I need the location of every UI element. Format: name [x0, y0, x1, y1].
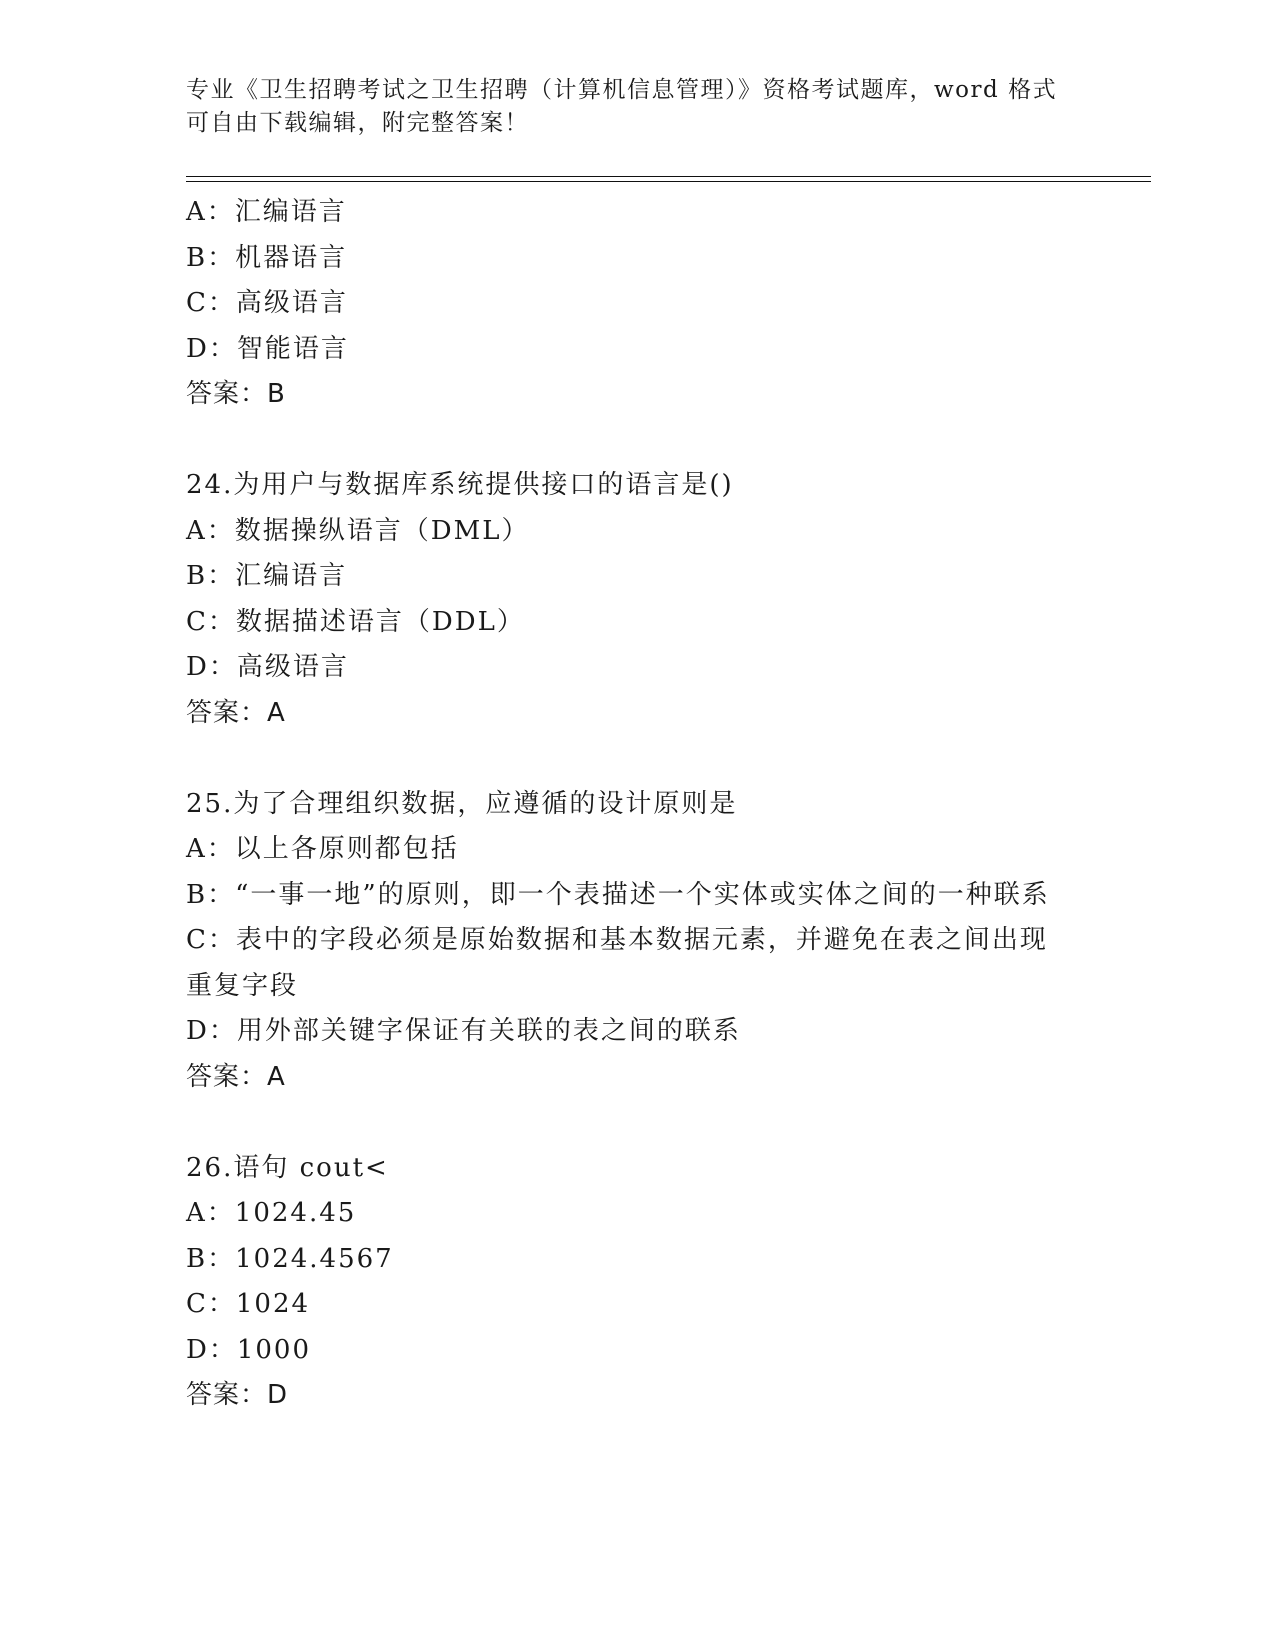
- spacer: [186, 1100, 1086, 1146]
- question-26-text: 26.语句 cout<: [186, 1152, 389, 1183]
- option-d: D：1000: [186, 1334, 312, 1365]
- document-header: [186, 74, 1066, 140]
- option-a: A：数据操纵语言（DML）: [186, 515, 530, 546]
- question-24-text: 24.为用户与数据库系统提供接口的语言是(): [186, 470, 734, 500]
- header-rule-bottom: [186, 181, 1151, 182]
- spacer: [186, 736, 1086, 782]
- question-26-block: [186, 1146, 1086, 1419]
- header-line-2: 可自由下载编辑，附完整答案！: [186, 110, 529, 136]
- answer-24: 答案：A: [186, 697, 286, 728]
- option-d: D：高级语言: [186, 652, 349, 682]
- option-b: B：汇编语言: [186, 561, 348, 591]
- answer-25: 答案：A: [186, 1061, 286, 1092]
- question-23-block: [186, 190, 1086, 418]
- option-b: B：“一事一地”的原则，即一个表描述一个实体或实体之间的一种联系: [186, 879, 1050, 910]
- question-25-text: 25.为了合理组织数据，应遵循的设计原则是: [186, 788, 738, 819]
- option-d: D：用外部关键字保证有关联的表之间的联系: [186, 1016, 741, 1046]
- question-25-block: [186, 782, 1086, 1101]
- option-c: C：高级语言: [186, 288, 348, 318]
- option-b: B：1024.4567: [186, 1243, 394, 1274]
- option-c: C：表中的字段必须是原始数据和基本数据元素，并避免在表之间出现重复字段: [186, 925, 1048, 1001]
- answer-23: 答案：B: [186, 379, 286, 409]
- question-24-block: [186, 463, 1086, 736]
- header-line-1: 专业《卫生招聘考试之卫生招聘（计算机信息管理）》资格考试题库，word 格式: [186, 77, 1058, 103]
- question-list: [186, 190, 1086, 1419]
- option-a: A：以上各原则都包括: [186, 834, 459, 864]
- answer-26: 答案：D: [186, 1380, 289, 1410]
- header-rule-top: [186, 176, 1151, 177]
- option-c: C：1024: [186, 1289, 311, 1319]
- option-b: B：机器语言: [186, 242, 348, 273]
- spacer: [186, 418, 1086, 464]
- option-c: C：数据描述语言（DDL）: [186, 606, 525, 637]
- option-a: A：1024.45: [186, 1198, 357, 1228]
- option-d: D：智能语言: [186, 333, 349, 364]
- option-a: A：汇编语言: [186, 197, 347, 227]
